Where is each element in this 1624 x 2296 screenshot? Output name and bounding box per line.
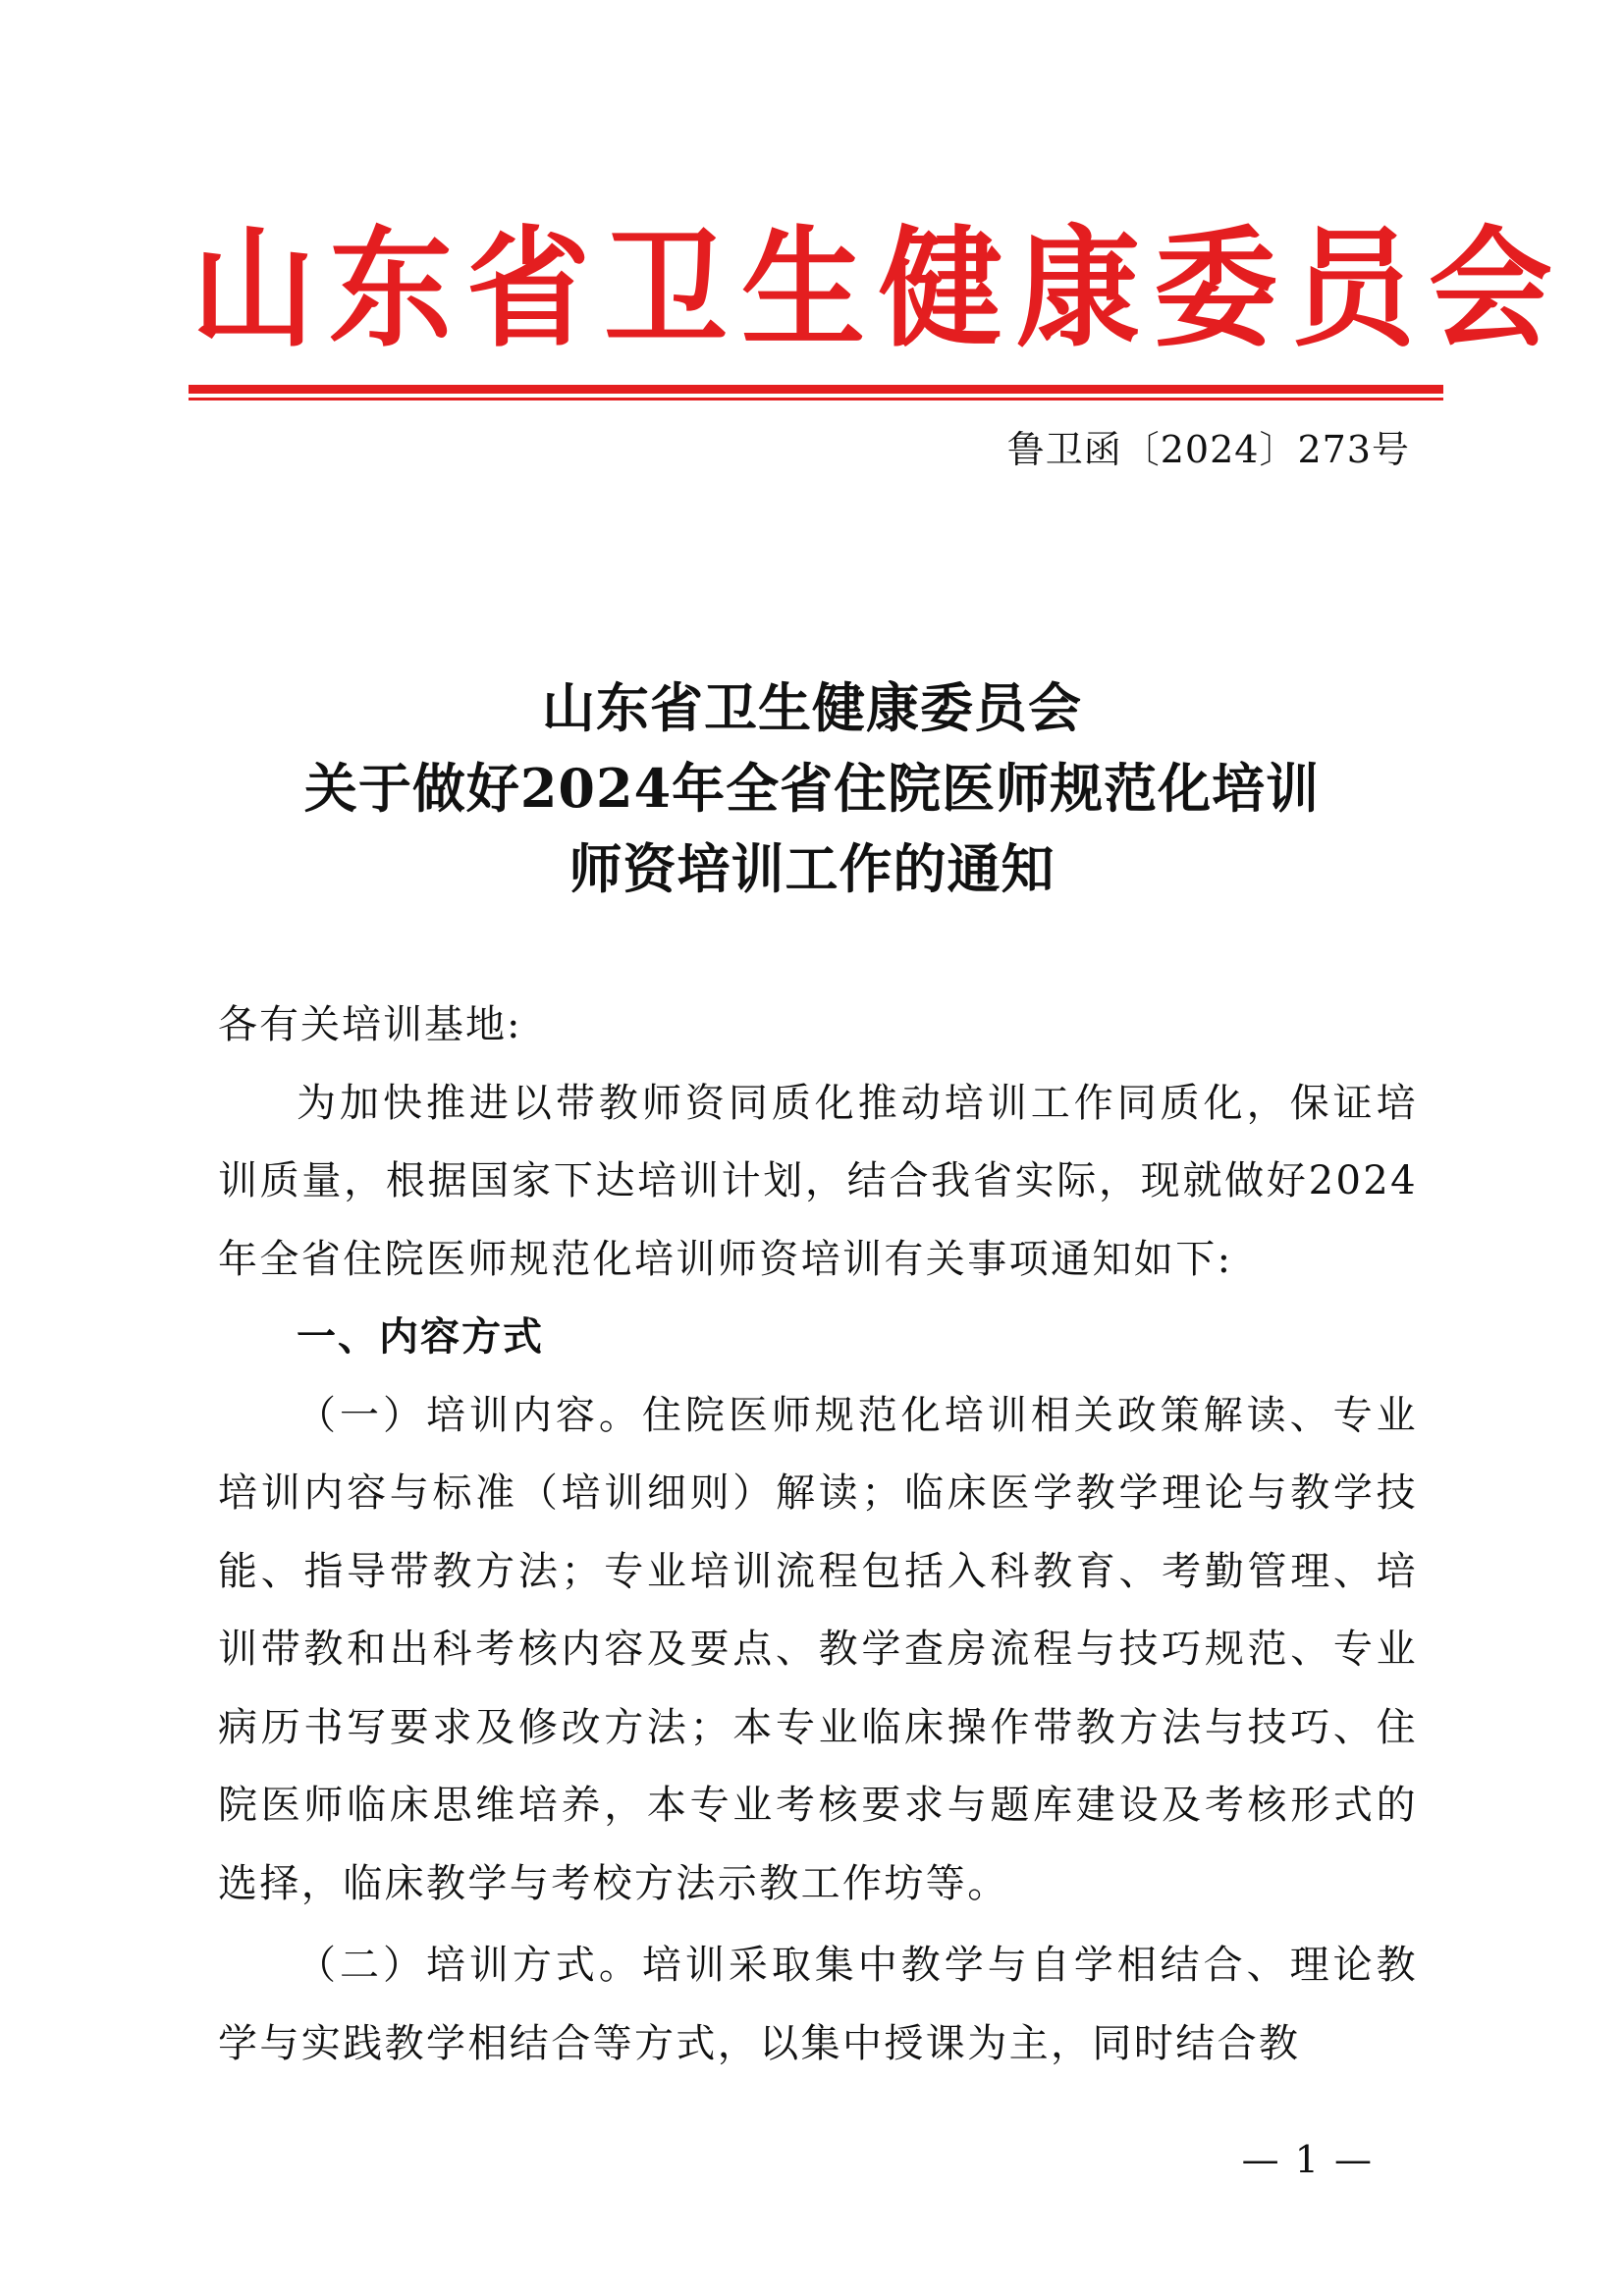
title-line-1: 山东省卫生健康委员会	[542, 676, 1082, 739]
salutation: 各有关培训基地:	[218, 1002, 522, 1047]
document-number: 鲁卫函〔2024〕273号	[1006, 428, 1410, 471]
document-body	[218, 987, 1418, 2083]
title-line-3: 师资培训工作的通知	[568, 837, 1056, 900]
item-paragraph-1: （一）培训内容。住院医师规范化培训相关政策解读、专业培训内容与标准（培训细则）解读；临床医学教学理论与教学技能、指导带教方法；专业培训流程包括入科教育、考勤管理、培训带教和出科考核内容及要点、教学查房流程与技巧规范、专业病历书写要求及修改方法；本专业临床操作带教方法与技巧、住院医师临床思维培养，本专业考核要求与题库建设及考核形式的选择，临床教学与考校方法示教工作坊等。	[218, 1392, 1418, 1906]
intro-paragraph: 为加快推进以带教师资同质化推动培训工作同质化，保证培训质量，根据国家下达培训计划，结合我省实际，现就做好2024年全省住院医师规范化培训师资培训有关事项通知如下:	[218, 1080, 1418, 1282]
section-heading-1: 一、内容方式	[297, 1314, 544, 1360]
document-title	[196, 667, 1428, 909]
organization-header: 山东省卫生健康委员会	[191, 213, 1566, 365]
title-line-2: 关于做好2024年全省住院医师规范化培训	[303, 757, 1321, 820]
item-paragraph-2: （二）培训方式。培训采取集中教学与自学相结合、理论教学与实践教学相结合等方式，以集中授课为主，同时结合教	[218, 1943, 1418, 2066]
header-red-rule	[189, 385, 1443, 400]
page-number: — 1 —	[1241, 2138, 1374, 2181]
red-rule-thin	[189, 398, 1443, 400]
red-rule-thick	[189, 385, 1443, 394]
